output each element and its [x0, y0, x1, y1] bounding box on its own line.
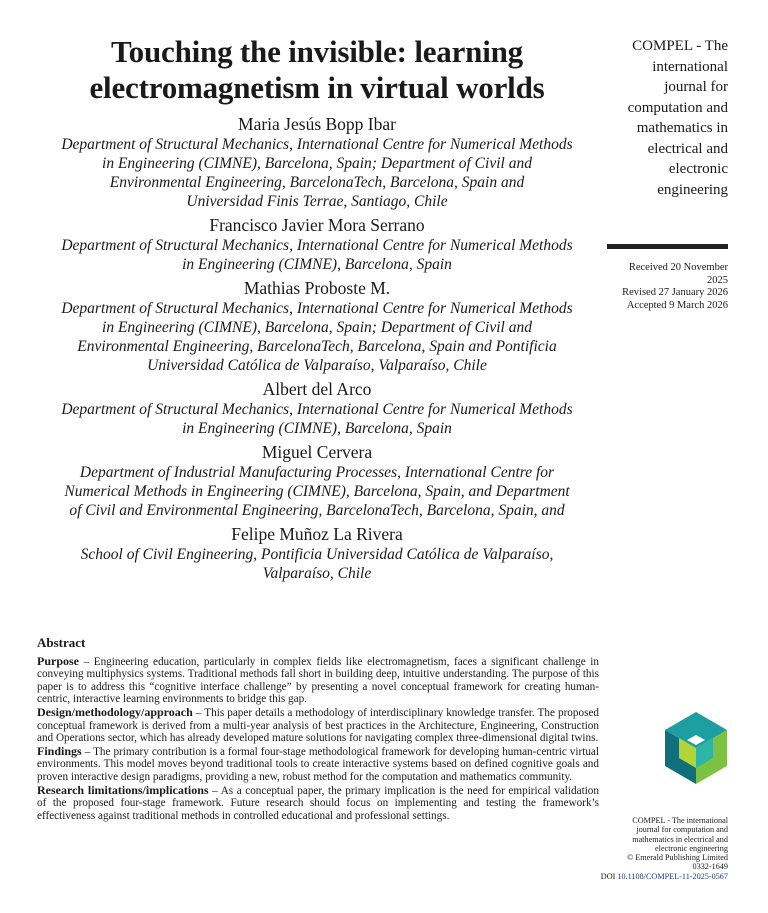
author-affiliation-line: Numerical Methods in Engineering (CIMNE), Barcelona, Spain, and Department: [64, 483, 570, 500]
author-affiliation-line: in Engineering (CIMNE), Barcelona, Spain; Department of Civil and: [102, 155, 532, 172]
author-block: [30, 114, 604, 211]
author-affiliation-line: Department of Structural Mechanics, International Centre for Numerical Methods: [61, 300, 573, 317]
journal-sidebar: [610, 36, 728, 200]
author-affiliation-line: in Engineering (CIMNE), Barcelona, Spain: [182, 256, 452, 273]
doi-label: DOI: [600, 871, 616, 881]
journal-name-line: electronic: [668, 161, 728, 177]
paper-title: [30, 34, 604, 106]
received-date: Received 20 November 2025: [628, 262, 728, 286]
author-name: Miguel Cervera: [261, 442, 373, 462]
doi-line: [600, 872, 728, 881]
abstract-section: [37, 745, 599, 784]
author-affiliation-line: Environmental Engineering, BarcelonaTech, Barcelona, Spain and Pontificia: [77, 338, 557, 355]
journal-name-line: COMPEL - The: [632, 38, 728, 54]
author-affiliation-line: Department of Structural Mechanics, International Centre for Numerical Methods: [61, 237, 573, 254]
doi-link[interactable]: 10.1108/COMPEL-11-2025-0567: [617, 871, 728, 881]
footer-journal-info: [600, 816, 728, 872]
footer-line: COMPEL - The international: [632, 816, 728, 825]
author-block: [30, 379, 604, 438]
author-name: Felipe Muñoz La Rivera: [231, 524, 403, 544]
abstract-heading: Abstract: [37, 635, 86, 650]
footer-line: 0332-1649: [692, 862, 728, 872]
accepted-date: Accepted 9 March 2026: [626, 299, 728, 311]
journal-name-line: mathematics in: [636, 120, 728, 136]
abstract-section-label: Purpose: [37, 653, 79, 668]
author-name: Mathias Proboste M.: [243, 278, 391, 298]
author-block: [30, 442, 604, 520]
author-list: [30, 114, 604, 583]
author-affiliation-line: Department of Structural Mechanics, International Centre for Numerical Methods: [61, 136, 573, 153]
footer-line: mathematics in electrical and: [632, 834, 728, 844]
journal-name-line: international: [652, 58, 728, 75]
abstract: [37, 637, 599, 822]
journal-name-line: computation and: [627, 99, 728, 116]
author-affiliation-line: Valparaíso, Chile: [262, 565, 372, 582]
author-affiliation-line: of Civil and Environmental Engineering, BarcelonaTech, Barcelona, Spain, and: [69, 502, 565, 519]
abstract-section: [37, 784, 599, 823]
journal-footer: [600, 816, 728, 881]
journal-name-line: journal for: [664, 79, 728, 95]
author-name: Maria Jesús Bopp Ibar: [238, 114, 396, 134]
abstract-section-text: – This paper details a methodology of interdisciplinary knowledge transfer. The proposed conceptual framework is derived from a multi-year analysis of best practices in the Architecture, Engineering, Construction and Operations sector, which has already developed mature solutions for navigating complex three-dimensional digital twins.: [37, 706, 599, 745]
emerald-logo-icon: [663, 710, 729, 786]
journal-name: [610, 36, 728, 200]
abstract-section-text: – Engineering education, particularly in complex fields like electromagnetism, faces a significant challenge in conveying multiphysics systems. Traditional methods fall short in building deep, intuitive understanding. The purpose of this paper is to address this “cognitive interface challenge” by presenting a novel conceptual framework for creating human-centric, interactive learning environments to bridge this gap.: [37, 655, 599, 706]
title-line-2: electromagnetism in virtual worlds: [89, 70, 545, 105]
author-affiliation-line: Environmental Engineering, BarcelonaTech, Barcelona, Spain and: [109, 174, 525, 191]
journal-name-line: engineering: [657, 181, 728, 198]
abstract-section: [37, 655, 599, 706]
abstract-section-label: Research limitations/implications: [37, 782, 209, 797]
author-affiliation-line: in Engineering (CIMNE), Barcelona, Spain: [182, 420, 452, 437]
abstract-section-text: – The primary contribution is a formal four-stage methodological framework for developing human-centric virtual environments. This model moves beyond traditional tools to create interactive systems based on defined cognitive goals and proven interactive design paradigms, providing a new, robust method for the computation and mathematics community.: [37, 745, 599, 783]
author-name: Albert del Arco: [262, 379, 372, 399]
author-affiliation-line: Universidad Católica de Valparaíso, Valparaíso, Chile: [147, 357, 487, 374]
author-affiliation-line: Universidad Finis Terrae, Santiago, Chile: [186, 193, 448, 210]
footer-line: © Emerald Publishing Limited: [626, 853, 728, 863]
abstract-section-label: Design/methodology/approach: [37, 704, 193, 719]
article-header: [30, 34, 604, 583]
author-block: [30, 278, 604, 375]
author-block: [30, 215, 604, 274]
revised-date: Revised 27 January 2026: [622, 287, 728, 298]
article-dates: [607, 262, 728, 312]
abstract-section-text: – As a conceptual paper, the primary implication is the need for empirical validation of the proposed four-stage framework. Future research should focus on implementing and testing the framework’s effectiveness against traditional methods in controlled educational and professional settings.: [37, 784, 599, 822]
sidebar-divider: [607, 244, 728, 249]
footer-line: journal for computation and: [636, 825, 728, 835]
abstract-section: [37, 706, 599, 745]
title-line-1: Touching the invisible: learning: [111, 34, 523, 69]
author-block: [30, 524, 604, 583]
author-name: Francisco Javier Mora Serrano: [209, 215, 425, 235]
footer-line: electronic engineering: [655, 843, 728, 853]
author-affiliation-line: Department of Structural Mechanics, International Centre for Numerical Methods: [61, 401, 573, 418]
author-affiliation-line: Department of Industrial Manufacturing Processes, International Centre for: [79, 464, 555, 481]
abstract-body: [37, 655, 599, 823]
author-affiliation-line: School of Civil Engineering, Pontificia Universidad Católica de Valparaíso,: [80, 546, 554, 563]
abstract-section-label: Findings: [37, 743, 82, 758]
author-affiliation-line: in Engineering (CIMNE), Barcelona, Spain; Department of Civil and: [102, 319, 532, 336]
journal-name-line: electrical and: [647, 140, 728, 157]
